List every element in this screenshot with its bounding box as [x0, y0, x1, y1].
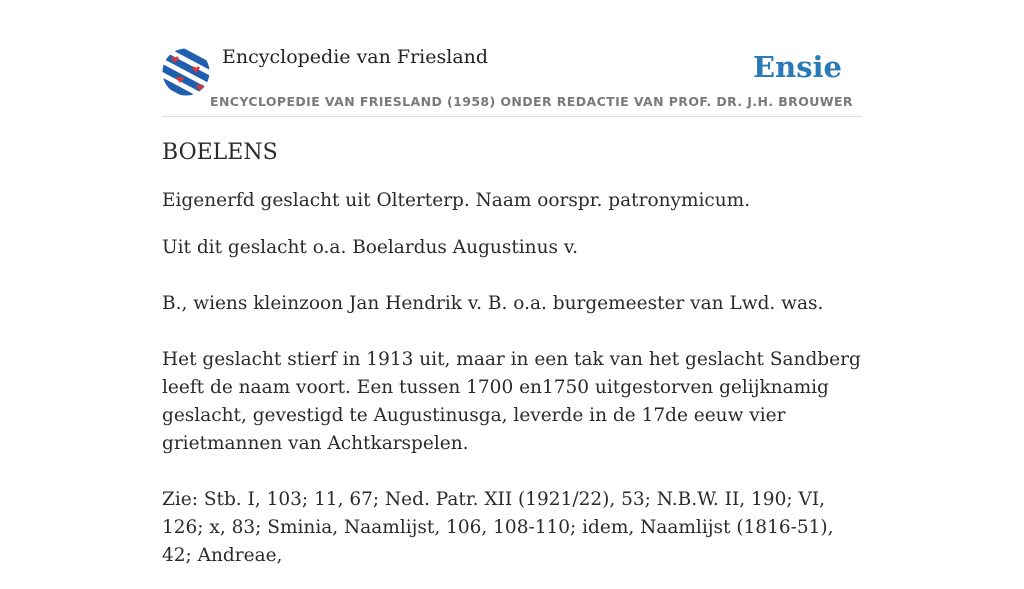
site-subtitle: ENCYCLOPEDIE VAN FRIESLAND (1958) ONDER REDACTIE VAN PROF. DR. J.H. BROUWER [210, 94, 853, 109]
site-title[interactable]: Encyclopedie van Friesland [222, 46, 489, 68]
ensie-logo[interactable]: Ensie [753, 50, 842, 84]
article-paragraph: Eigenerfd geslacht uit Olterterp. Naam oorspr. patronymicum. [162, 190, 751, 211]
article-title: BOELENS [162, 140, 278, 165]
frisian-flag-icon[interactable] [162, 48, 210, 96]
article-paragraph: Zie: Stb. I, 103; 11, 67; Ned. Patr. XII (1921/22), 53; N.B.W. II, 190; VI, 126; x, 83; Sminia, Naamlijst, 106, 108-110; idem, Naamlijst (1816-51), 42; Andreae, [162, 489, 834, 566]
site-header [162, 46, 862, 117]
article-paragraph: B., wiens kleinzoon Jan Hendrik v. B. o.a. burgemeester van Lwd. was. [162, 293, 824, 314]
article-paragraph: Uit dit geslacht o.a. Boelardus Augustinus v. [162, 237, 579, 258]
article-body [162, 140, 862, 589]
article-paragraph: Het geslacht stierf in 1913 uit, maar in een tak van het geslacht Sandberg leeft de naam voort. Een tussen 1700 en1750 uitgestorven gelijknamig geslacht, gevestigd te Augustinusga, leverde in de 17de eeuw vier grietmannen van Achtkarspelen. [162, 349, 861, 454]
